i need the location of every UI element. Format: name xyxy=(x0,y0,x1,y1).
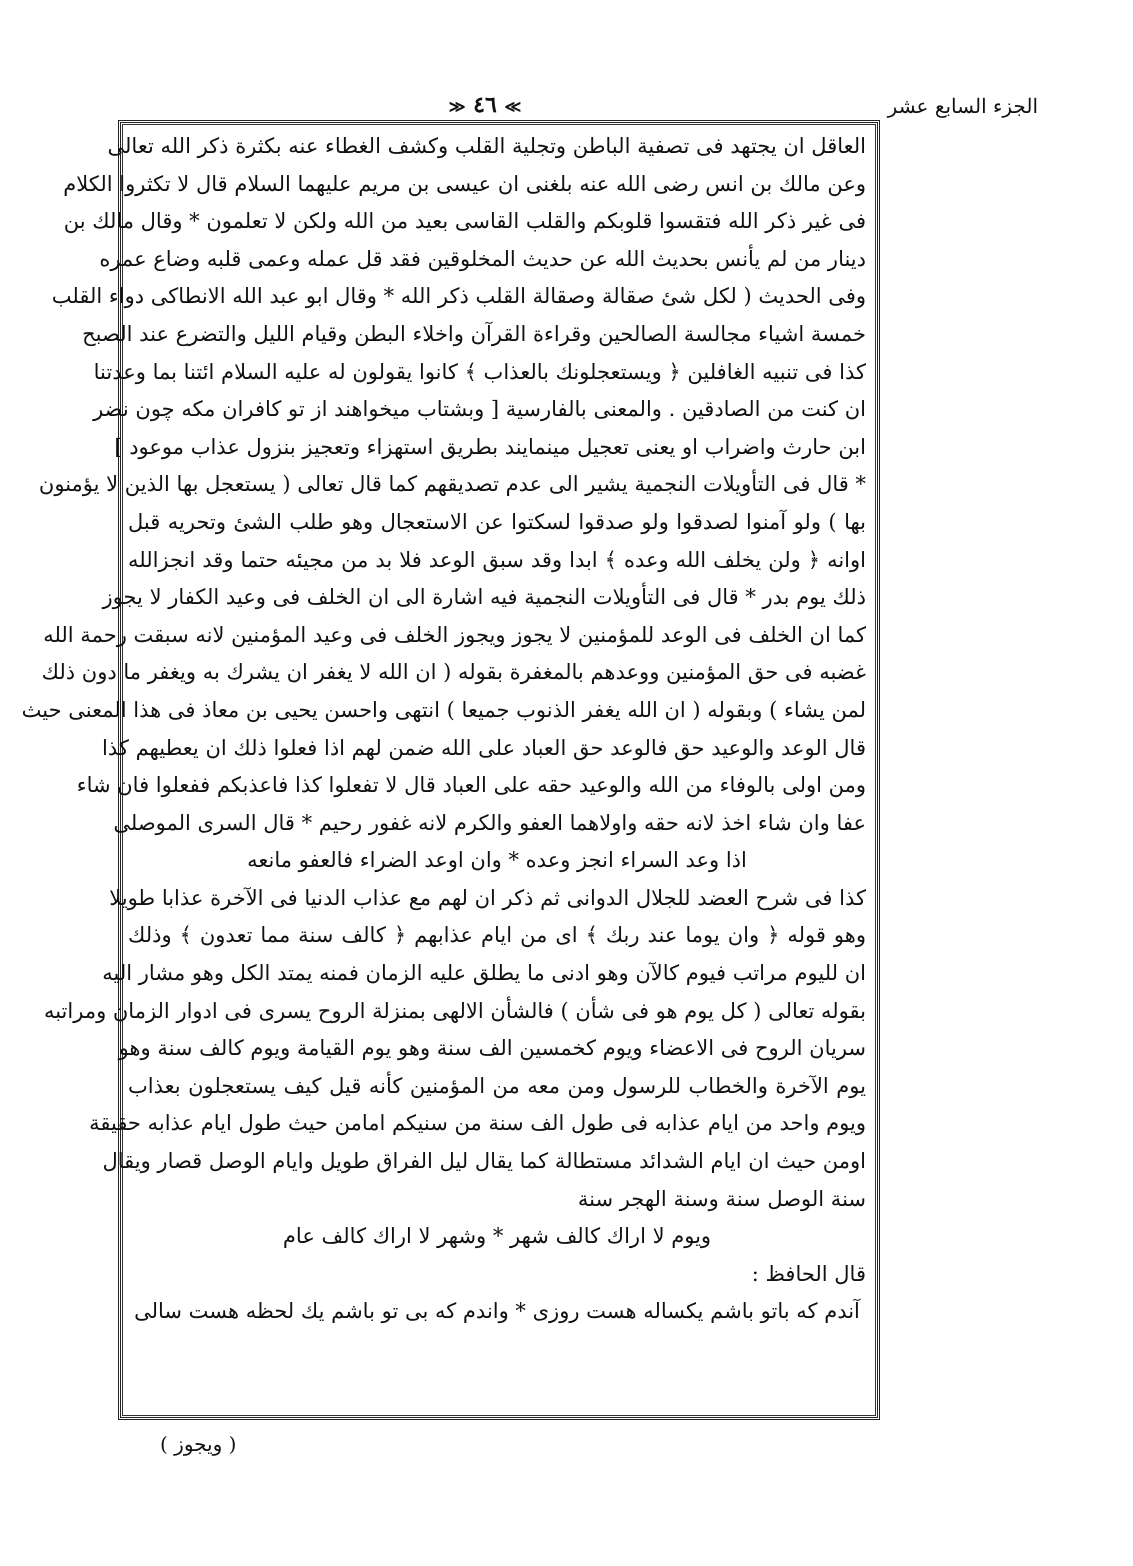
ornament-right: ≪ xyxy=(448,97,466,116)
page-body xyxy=(21,128,866,1331)
running-head: الجزء السابع عشر xyxy=(887,94,1038,118)
page-number xyxy=(420,92,550,118)
text-line: عفا وان شاء اخذ لانه حقه واولاهما العفو والكرم لانه غفور رحيم * قال السرى الموصلى xyxy=(113,810,866,835)
text-line: ان لليوم مراتب فيوم كالآن وهو ادنى ما يطلق عليه الزمان فمنه يمتد الكل وهو مشار اليه xyxy=(102,961,866,986)
text-line: دينار من لم يأنس بحديث الله عن حديث المخلوقين فقد قل عمله وعمى قلبه وضاع عمره xyxy=(99,246,866,271)
text-line: اومن حيث ان ايام الشدائد مستطالة كما يقال ليل الفراق طويل وايام الوصل قصار ويقال xyxy=(102,1149,866,1174)
verse-3: آندم كه باتو باشم يكساله هست روزى * واندم كه بى تو باشم يك لحظه هست سالى xyxy=(134,1299,860,1324)
text-line: ذلك يوم بدر * قال فى التأويلات النجمية فيه اشارة الى ان الخلف فى وعيد الكفار لا يجوز xyxy=(102,585,866,610)
verse-1: اذا وعد السراء انجز وعده * وان اوعد الضراء فالعفو مانعه xyxy=(247,848,747,873)
text-line: لمن يشاء ) وبقوله ( ان الله يغفر الذنوب جميعا ) انتهى واحسن يحيى بن معاذ فى هذا المعنى حيث xyxy=(21,697,866,722)
text-line: ومن اولى بالوفاء من الله والوعيد حقه على العباد قال لا تفعلوا كذا فاعذبكم ففعلوا فان شاء xyxy=(76,773,866,798)
text-line: سريان الروح فى الاعضاء ويوم كخمسين الف سنة وهو يوم القيامة ويوم كالف سنة وهو xyxy=(118,1036,866,1061)
text-line: كذا فى شرح العضد للجلال الدوانى ثم ذكر ان لهم مع عذاب الدنيا فى الآخرة عذابا طويلا xyxy=(109,885,866,910)
text-line: العاقل ان يجتهد فى تصفية الباطن وتجلية القلب وكشف الغطاء عنه بكثرة ذكر الله تعالى xyxy=(107,134,866,158)
text-line: يوم الآخرة والخطاب للرسول ومن معه من المؤمنين كأنه قيل كيف يستعجلون بعذاب xyxy=(128,1073,866,1098)
text-line-short: سنة الوصل سنة وسنة الهجر سنة xyxy=(577,1186,866,1211)
catchword: ( ويجوز ) xyxy=(160,1432,237,1456)
verse-2: ويوم لا اراك كالف شهر * وشهر لا اراك كالف عام xyxy=(282,1224,712,1249)
text-line: خمسة اشياء مجالسة الصالحين وقراءة القرآن واخلاء البطن وقيام الليل والتضرع عند الصبح xyxy=(82,321,866,346)
text-line: ويوم واحد من ايام عذابه فى طول الف سنة من سنيكم امامن حيث طول ايام عذابه حقيقة xyxy=(89,1111,866,1136)
text-line: اوانه ﴿ ولن يخلف الله وعده ﴾ ابدا وقد سبق الوعد فلا بد من مجيئه حتما وقد انجزالله xyxy=(128,547,866,572)
text-line: ان كنت من الصادقين . والمعنى بالفارسية [ وبشتاب ميخواهند از تو كافران مكه چون نضر xyxy=(93,397,866,422)
ornament-left: ≫ xyxy=(504,97,522,116)
text-line: وفى الحديث ( لكل شئ صقالة وصقالة القلب ذكر الله * وقال ابو عبد الله الانطاكى دواء القلب xyxy=(51,284,866,309)
text-line: كما ان الخلف فى الوعد للمؤمنين لا يجوز ويجوز الخلف فى وعيد المؤمنين لانه سبقت رحمة الله xyxy=(43,622,866,647)
label-hafiz: قال الحافظ : xyxy=(751,1261,866,1286)
text-line: بها ) ولو آمنوا لصدقوا ولو صدقوا لسكتوا عن الاستعجال وهو طلب الشئ وتحريه قبل xyxy=(128,509,866,534)
text-line: وعن مالك بن انس رضى الله عنه بلغنى ان عيسى بن مريم عليهما السلام قال لا تكثروا الكلام xyxy=(63,171,866,196)
text-line: ابن حارث واضراب او يعنى تعجيل مينمايند بطريق استهزاء وتعجيز بنزول عذاب موعود ] xyxy=(114,434,866,459)
text-line: * قال فى التأويلات النجمية يشير الى عدم تصديقهم كما قال تعالى ( يستعجل بها الذين لا يؤمنون xyxy=(38,472,866,497)
text-line: قال الوعد والوعيد حق فالوعد حق العباد على الله ضمن لهم اذا فعلوا ذلك ان يعطيهم كذا xyxy=(102,735,866,760)
page-number-value: ٤٦ xyxy=(473,92,497,118)
text-line: كذا فى تنبيه الغافلين ﴿ ويستعجلونك بالعذاب ﴾ كانوا يقولون له عليه السلام ائتنا بما وعدتنا xyxy=(93,359,866,384)
text-line: فى غير ذكر الله فتقسوا قلوبكم والقلب القاسى بعيد من الله ولكن لا تعلمون * وقال مالك بن xyxy=(63,209,866,234)
text-line: غضبه فى حق المؤمنين ووعدهم بالمغفرة بقوله ( ان الله لا يغفر ان يشرك به ويغفر ما دون ذلك xyxy=(41,660,866,685)
text-line: بقوله تعالى ( كل يوم هو فى شأن ) فالشأن الالهى بمنزلة الروح يسرى فى ادوار الزمان ومراتبه xyxy=(43,998,866,1023)
text-line: وهو قوله ﴿ وان يوما عند ربك ﴾ اى من ايام عذابهم ﴿ كالف سنة مما تعدون ﴾ وذلك xyxy=(128,923,866,948)
